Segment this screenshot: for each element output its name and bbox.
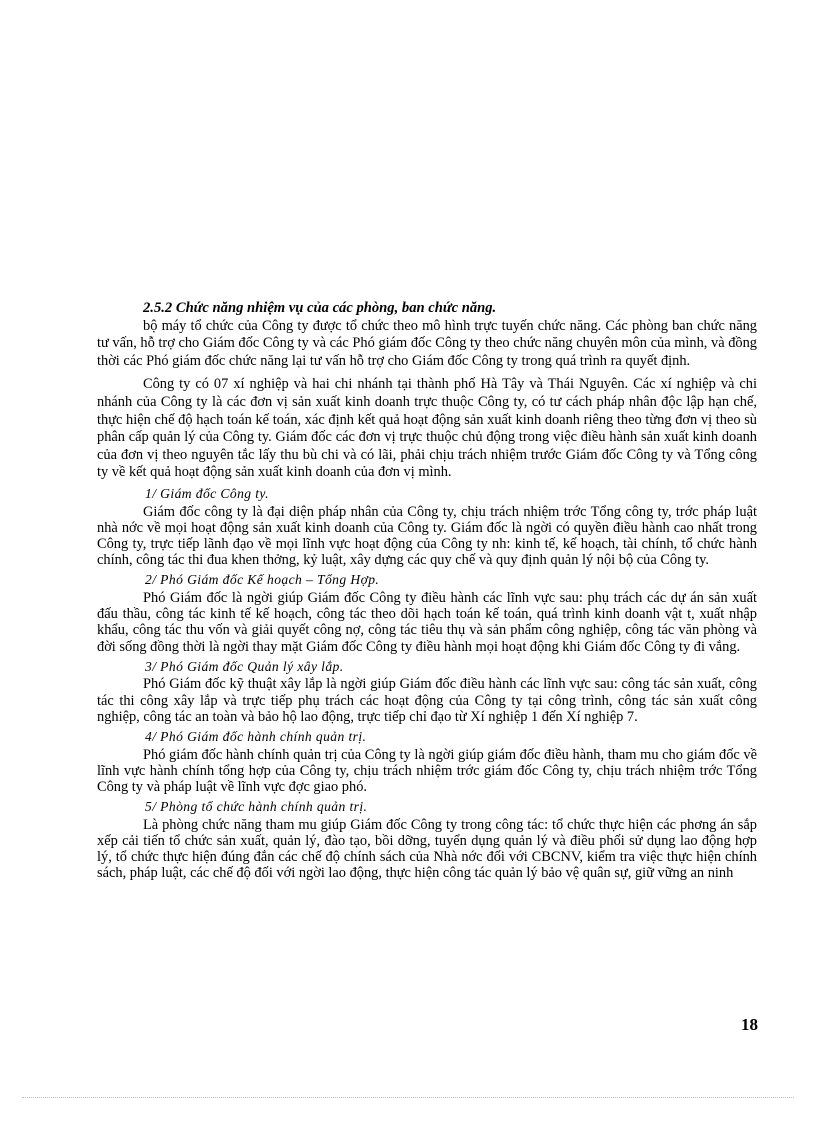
page-content <box>97 300 757 882</box>
page-number: 18 <box>741 1015 758 1034</box>
subsection-heading-4: 4/ Phó Giám đốc hành chính quản trị. <box>145 728 367 744</box>
subsection-text-4: Phó giám đốc hành chính quản trị của Công ty là ngời giúp giám đốc điều hành, tham mu cho giám đốc về lĩnh vực hành chính tổng hợp của Công ty, chịu trách nhiệm trớc giám đốc Công ty, chịu trách nhiệm trớc Tổng Công ty và pháp luật về lĩnh vực đợc giao phó. <box>97 746 757 795</box>
intro-paragraph-2: Công ty có 07 xí nghiệp và hai chi nhánh tại thành phố Hà Tây và Thái Nguyên. Các xí nghiệp và chi nhánh của Công ty là các đơn vị sản xuất kinh doanh trực thuộc Công ty, có tư cách pháp nhân độc lập hạn chế, thực hiện chế độ hạch toán kế toán, xác định kết quả hoạt động sản xuất kinh doanh riêng theo từng đơn vị theo sù phân cấp quản lý của Công ty. Giám đốc các đơn vị trực thuộc chủ động trong việc điều hành sản xuất kinh doanh của đơn vị theo nguyên tắc lấy thu bù chi và có lãi, phải chịu trách nhiệm trước Giám đốc Công ty và Tổng công ty về kết quả hoạt động sản xuất kinh doanh của đơn vị mình. <box>97 376 757 481</box>
subsection-text-1: Giám đốc công ty là đại diện pháp nhân của Công ty, chịu trách nhiệm trớc Tổng công ty, trớc pháp luật nhà nớc về mọi hoạt động sản xuất kinh doanh của Công ty. Giám đốc là ngời có quyền điều hành cao nhất trong Công ty, trực tiếp lãnh đạo về mọi lĩnh vực hoạt động của Công ty nh: kinh tế, kế hoạch, tài chính, tổ chức hành chính, công tác thi đua khen thởng, kỷ luật, xây dựng các quy chế và quy định quản lý nội bộ của Công ty. <box>97 503 757 569</box>
subsection-heading-5: 5/ Phòng tổ chức hành chính quản trị. <box>145 799 368 815</box>
subsection-heading-2: 2/ Phó Giám đốc Kế hoạch – Tổng Hợp. <box>145 572 380 588</box>
page-bottom-divider <box>22 1097 794 1098</box>
subsection-heading-1: 1/ Giám đốc Công ty. <box>145 485 269 501</box>
subsection-text-2: Phó Giám đốc là ngời giúp Giám đốc Công ty điều hành các lĩnh vực sau: phụ trách các dự án sản xuất đấu thầu, công tác kinh tế kế hoạch, công tác theo dõi hạch toán kế toán, quá trình kinh doanh vật t, xuất nhập khẩu, công tác thu vốn và giải quyết công nợ, công tác tiêu thụ và sản phẩm công nghiệp, công tác văn phòng và đời sống đồng thời là ngời thay mặt Giám đốc Công ty điều hành mọi hoạt động khi Giám đốc Công ty đi vắng. <box>97 589 757 655</box>
section-title: 2.5.2 Chức năng nhiệm vụ của các phòng, ban chức năng. <box>143 300 497 316</box>
subsection-heading-3: 3/ Phó Giám đốc Quản lý xây lắp. <box>145 658 344 674</box>
subsection-text-5: Là phòng chức năng tham mu giúp Giám đốc Công ty trong công tác: tổ chức thực hiện các phơng án sắp xếp cải tiến tổ chức sản xuất, quản lý, đào tạo, bồi dỡng, tuyển dụng quản lý và điều phối sử dụng lao động hợp lý, tổ chức thực hiện đúng đắn các chế độ chính sách của Nhà nớc đối với CBCNV, kiểm tra việc thực hiện chính sách, pháp luật, các chế độ đối với ngời lao động, thực hiện công tác quản lý bảo vệ quân sự, giữ vững an ninh <box>97 816 757 882</box>
intro-paragraph-1: bộ máy tổ chức của Công ty được tổ chức theo mô hình trực tuyến chức năng. Các phòng ban chức năng tư vấn, hỗ trợ cho Giám đốc Công ty và các Phó giám đốc Công ty theo chức năng chuyên môn của mình, và đồng thời các Phó giám đốc chức năng lại tư vấn hỗ trợ cho Giám đốc Công ty trong quá trình ra quyết định. <box>97 317 757 369</box>
subsection-text-3: Phó Giám đốc kỹ thuật xây lắp là ngời giúp Giám đốc điều hành các lĩnh vực sau: công tác sản xuất, công tác thi công xây lắp và trực tiếp phụ trách các hoạt động của Công ty tại công trình, công tác sản xuất công nghiệp, công tác an toàn và bảo hộ lao động, trực tiếp chỉ đạo từ Xí nghiệp 1 đến Xí nghiệp 7. <box>97 676 757 725</box>
